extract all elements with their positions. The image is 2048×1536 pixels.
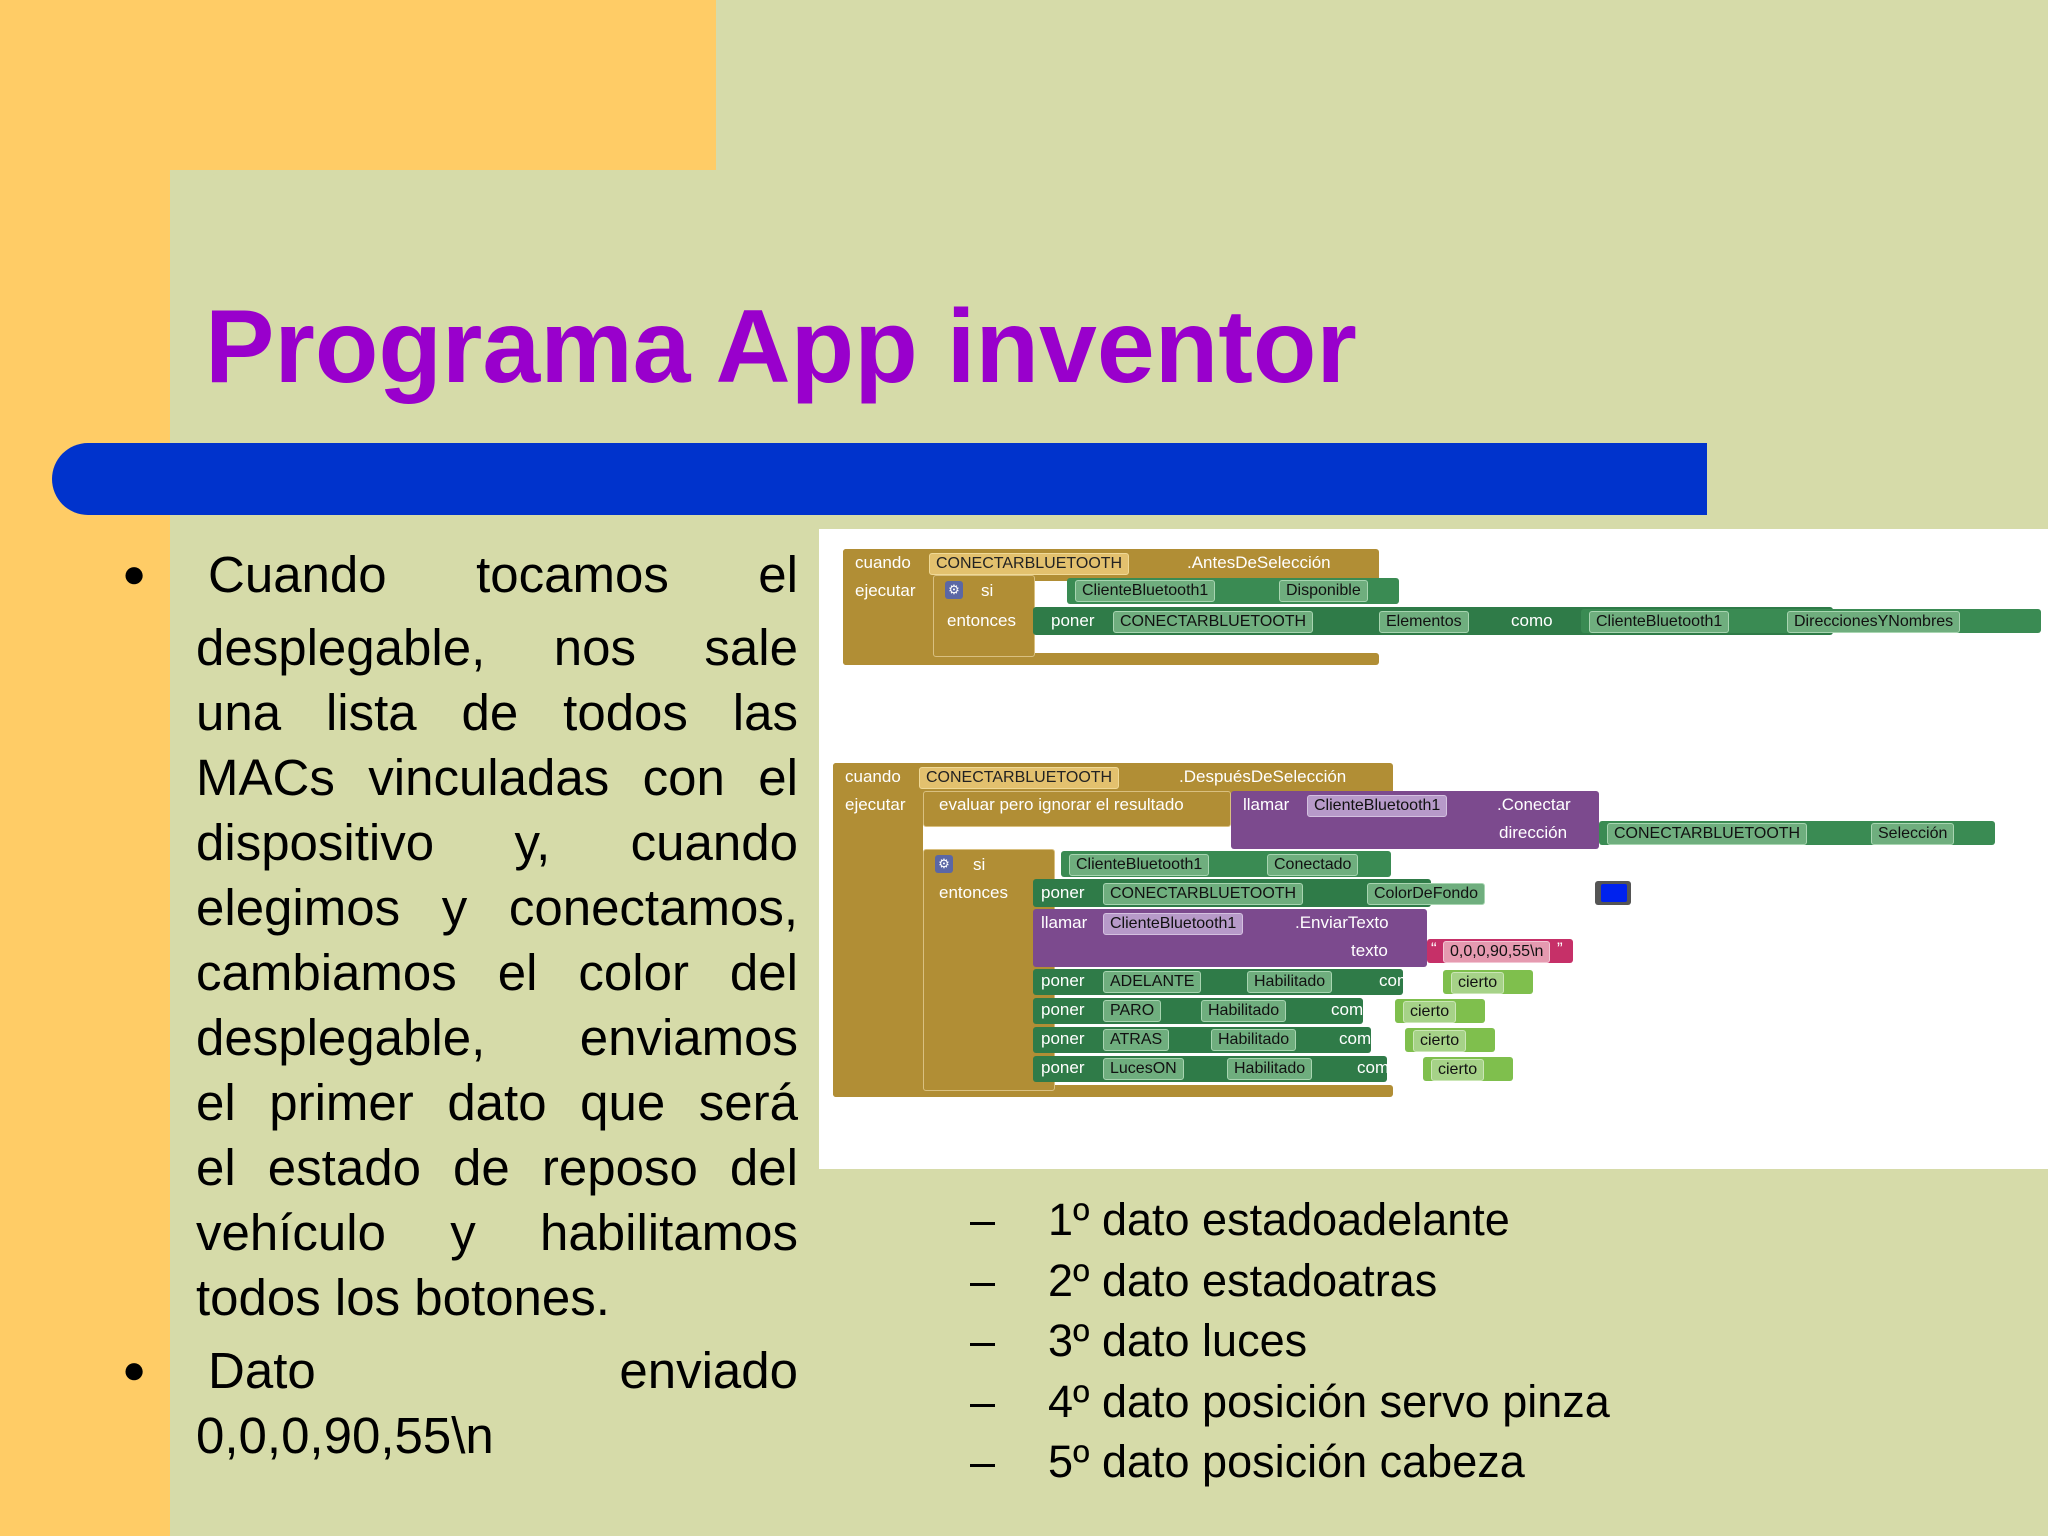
property-dropdown[interactable]: Habilitado [1201,1000,1286,1022]
sub-item [970,1190,1610,1251]
event-footer [833,1085,1393,1097]
sub-item-text: 3º dato luces [1048,1315,1308,1366]
bullet-1-line: MACs vinculadas con el [196,749,798,806]
gear-icon[interactable]: ⚙ [935,855,953,873]
component-dropdown[interactable]: LucesON [1103,1058,1184,1080]
boolean-dropdown[interactable]: cierto [1431,1059,1484,1081]
text-literal-value[interactable]: 0,0,0,90,55\n [1443,941,1550,963]
poner-label: poner [1041,1000,1085,1019]
bt-dropdown[interactable]: ClienteBluetooth1 [1075,580,1215,602]
bullet-1-line: vehículo y habilitamos [196,1204,798,1261]
bt-dropdown[interactable]: ClienteBluetooth1 [1103,913,1243,935]
event-name: .AntesDeSelección [1187,553,1331,572]
bullet-1-line: una lista de todos las [196,684,798,741]
dash-marker: – [970,1436,996,1487]
llamar-label: llamar [1243,795,1290,814]
cuando-label: cuando [855,553,911,572]
quote-close: ” [1557,939,1563,958]
dash-marker: – [970,1375,996,1427]
component-dropdown[interactable]: CONECTARBLUETOOTH [1103,883,1303,905]
bullet-1-line: dispositivo y, cuando [196,814,798,871]
poner-label: poner [1041,971,1085,990]
setter-row [1033,969,1403,995]
bullet-1-line: desplegable, enviamos [196,1009,798,1066]
bullet-1-line: el primer dato que será [196,1074,798,1131]
poner-label: poner [1041,1029,1085,1048]
bullet-1-line: cambiamos el color del [196,944,798,1001]
component-dropdown[interactable]: CONECTARBLUETOOTH [1607,823,1807,845]
quote-open: “ [1431,939,1437,958]
poner-label: poner [1051,611,1095,630]
title-underline-bar [52,443,1707,515]
gear-icon[interactable]: ⚙ [945,581,963,599]
component-dropdown[interactable]: ADELANTE [1103,971,1201,993]
method-name: .Conectar [1497,795,1571,814]
bullet-2-continuation [112,1403,798,1468]
como-label: como [1511,611,1553,630]
method-name: .EnviarTexto [1295,913,1389,932]
llamar-label: llamar [1041,913,1088,932]
evaluar-label: evaluar pero ignorar el resultado [939,795,1184,814]
dash-marker: – [970,1315,996,1366]
bullet-1-line: el estado de reposo del [196,1139,798,1196]
bullet-2-line: Dato enviado [208,1342,798,1399]
sub-item-text: 5º dato posición cabeza [1048,1436,1525,1487]
boolean-dropdown[interactable]: cierto [1451,972,1504,994]
sub-item [970,1311,1610,1372]
ejecutar-label: ejecutar [855,581,916,600]
event-footer [843,653,1379,665]
component-dropdown[interactable]: CONECTARBLUETOOTH [1113,611,1313,633]
bt-dropdown[interactable]: ClienteBluetooth1 [1069,854,1209,876]
component-dropdown[interactable]: CONECTARBLUETOOTH [929,553,1129,575]
sub-item [970,1432,1610,1493]
cuando-label: cuando [845,767,901,786]
como-label: como [1357,1058,1399,1077]
property-dropdown[interactable]: Elementos [1379,611,1469,633]
como-label: como [1535,883,1577,902]
poner-label: poner [1041,1058,1085,1077]
bullet-1-line: todos los botones. [196,1269,610,1326]
property-dropdown[interactable]: Selección [1871,823,1954,845]
blocks-screenshot [819,529,2048,1169]
property-dropdown[interactable]: DireccionesYNombres [1787,611,1960,633]
component-dropdown[interactable]: ATRAS [1103,1029,1169,1051]
data-sub-list [970,1190,1610,1493]
dash-marker: – [970,1194,996,1245]
direccion-label: dirección [1499,823,1568,842]
como-label: como [1339,1029,1381,1048]
bullet-1-line: elegimos y conectamos, [196,879,798,936]
bullet-1-line: Cuando tocamos el [208,546,798,603]
property-dropdown[interactable]: Habilitado [1247,971,1332,993]
boolean-dropdown[interactable]: cierto [1413,1030,1466,1052]
sub-item-text: 2º dato estadoatras [1048,1254,1438,1306]
texto-label: texto [1351,941,1388,960]
sub-item [970,1372,1610,1433]
entonces-label: entonces [939,883,1008,902]
como-label: como [1379,971,1421,990]
event-name: .DespuésDeSelección [1179,767,1347,786]
bullet-item-1 [112,542,798,607]
entonces-label: entonces [947,611,1016,630]
boolean-dropdown[interactable]: cierto [1403,1001,1456,1023]
si-label: si [973,855,986,874]
bullet-1-line: desplegable, nos sale [196,619,798,676]
disponible-dropdown[interactable]: Disponible [1279,580,1368,602]
dash-marker: – [970,1254,996,1306]
bullet-dot: ● [122,1348,147,1392]
property-dropdown[interactable]: Habilitado [1211,1029,1296,1051]
si-label: si [981,581,994,600]
bullet-item-2 [112,1338,798,1403]
bt-dropdown[interactable]: ClienteBluetooth1 [1307,795,1447,817]
sub-item [970,1251,1610,1312]
sub-item-text: 1º dato estadoadelante [1048,1194,1510,1245]
bt-dropdown[interactable]: ClienteBluetooth1 [1589,611,1729,633]
property-dropdown[interactable]: ColorDeFondo [1367,883,1485,905]
ejecutar-label: ejecutar [845,795,906,814]
bullet-dot: ● [122,552,147,596]
como-label: como [1331,1000,1373,1019]
poner-label: poner [1041,883,1085,902]
bullet-list [112,542,798,1468]
property-dropdown[interactable]: Habilitado [1227,1058,1312,1080]
color-swatch[interactable] [1601,884,1627,902]
bullet-1-continuation [112,615,798,1330]
slide-title: Programa App inventor [205,289,1357,405]
property-dropdown[interactable]: Conectado [1267,854,1358,876]
setter-row [1033,1056,1387,1082]
component-dropdown[interactable]: CONECTARBLUETOOTH [919,767,1119,789]
bullet-2-line: 0,0,0,90,55\n [196,1407,494,1464]
component-dropdown[interactable]: PARO [1103,1000,1161,1022]
sub-item-text: 4º dato posición servo pinza [1048,1375,1610,1427]
